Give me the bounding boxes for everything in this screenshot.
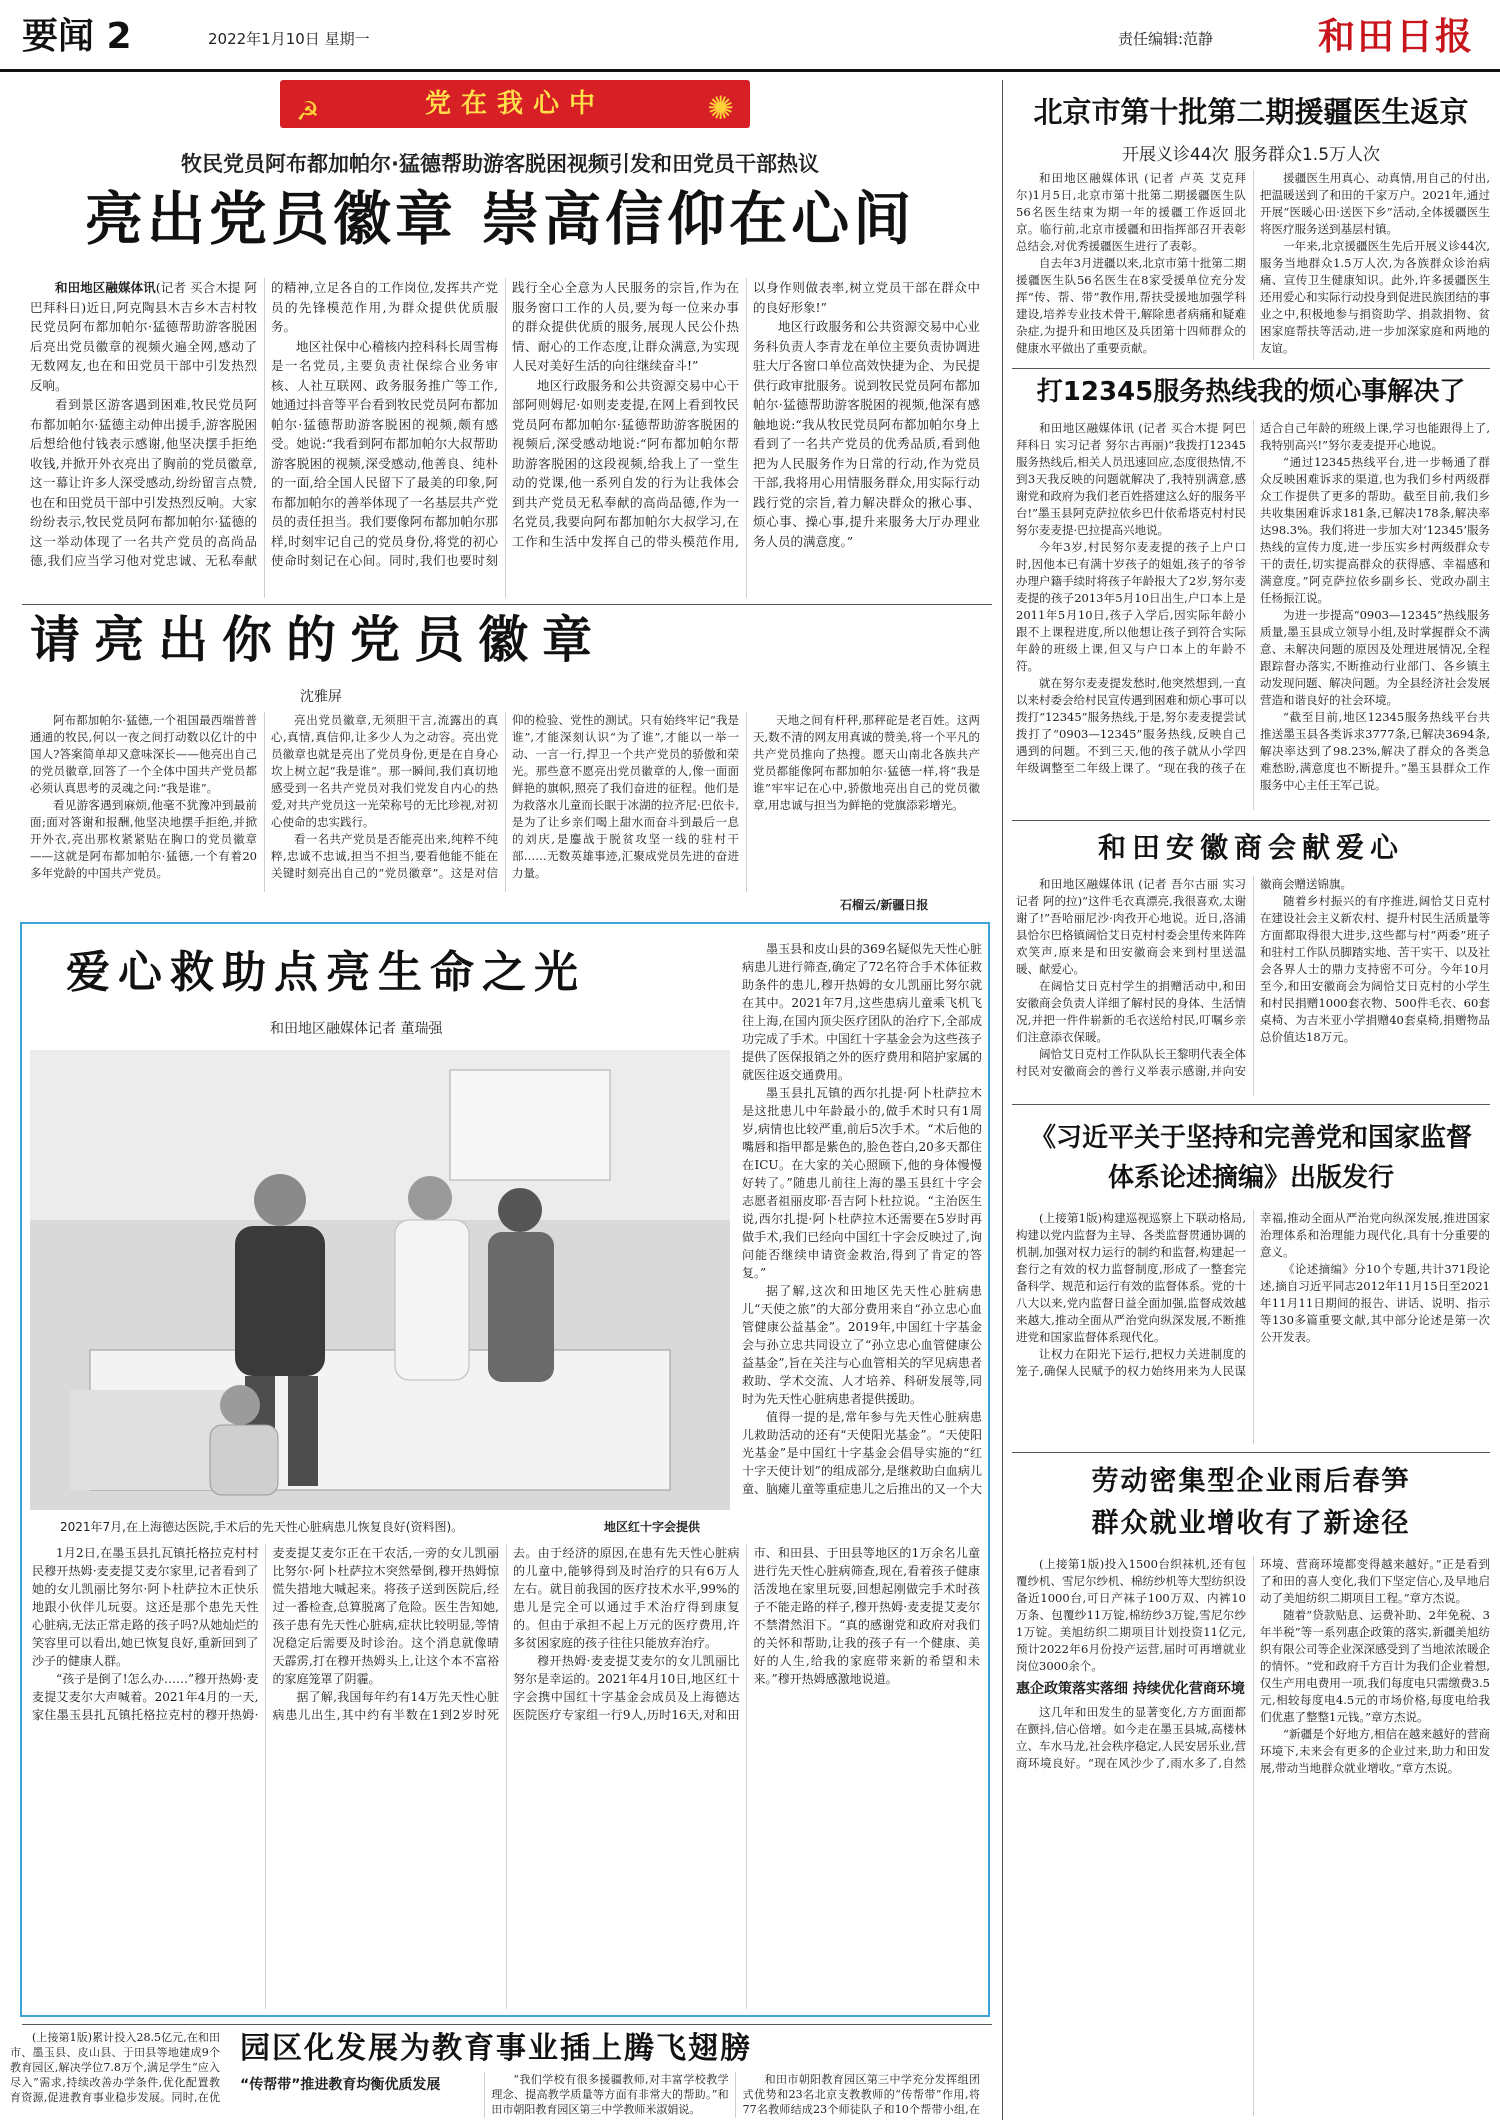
labor-para: “新疆是个好地方,相信在越来越好的营商环境下,未来会有更多的企业过来,助力和田发展,带动当地群众就业增收。”章方杰说。: [1260, 1727, 1490, 1775]
hotline-body: [1016, 420, 1490, 810]
commentary-para: 看一名共产党员是否能亮出来,纯粹不纯粹,忠诚不忠诚,担当不担当,要看他能不能在关键时刻亮出自己的“党员徽章”。这是对信仰的检验、党性的测试。只有始终牢记“我是谁”,才能深刻认识“为了谁”,才能以一举一动、一言一行,捍卫一个共产党员的骄傲和荣光。那些意不愿亮出党员徽章的人,像一面面鲜艳的旗帜,照亮了我们奋进的征程。他们是为救落水儿童而长眠于冰湖的拉齐尼·巴依卡,是为了让乡亲们喝上甜水而奋斗到最后一息的刘庆,是鏖战于脱贫攻坚一线的驻村干部……无数英雄事迹,汇聚成党员先进的奋进力量。: [271, 713, 739, 880]
lead-para: 地区行政服务和公共资源交易中心业务科负责人李青龙在单位主要负责协调进驻大厅各窗口单位高效快捷为企、为民提供行政审批服务。说到牧民党员阿布都加帕尔·猛德帮助游客脱困的视频,他深有感触地说:“我从牧民党员阿布都加帕尔身上看到了一名共产党员的优秀品质,看到他把为人民服务作为日常的行动,作为党员干部,我将用心用情服务群众,用实际行动践行党的宗旨,着力解决群众的揪心事、烦心事、操心事,提升来服务大厅办理业务人员的满意度。”: [753, 319, 980, 549]
column-divider: [1002, 80, 1003, 2120]
fireworks-icon: ✺: [707, 89, 734, 127]
anhui-para: 随着乡村振兴的有序推进,阔恰艾日克村在建设社会主义新农村、提升村民生活质量等方面都取得很大进步,这些都与村“两委”班子和驻村工作队员脚踏实地、苦干实干、以及社会各界人士的鼎力支持密不可分。今年10月至今,和田安徽商会为阔恰艾日克村的小学生和村民捐赠1000套衣物、500件毛衣、60套桌椅、为吉米亚小学捐赠40套桌椅,捐赠物品总价值达18万元。: [1260, 894, 1490, 1044]
lead-kicker: 牧民党员阿布都加帕尔·猛德帮助游客脱困视频引发和田党员干部热议: [181, 152, 819, 176]
feature-photo: [30, 1050, 730, 1510]
anhui-para: 在阔恰艾日克村学生的捐赠活动中,和田安徽商会负责人详细了解村民的身体、生活情况,并把一件件崭新的毛衣送给村民,叮嘱乡亲们注意添衣保暖。: [1016, 979, 1246, 1044]
lead-headline: 亮出党员徽章 崇高信仰在心间: [84, 185, 916, 253]
newspaper-logo: 和田日报: [1318, 14, 1474, 58]
commentary-para: 看见游客遇到麻烦,他毫不犹豫冲到最前面;面对答谢和报酬,他坚决地摆手拒绝,并掀开外衣,亮出那枚紧紧贴在胸口的党员徽章——这就是阿布都加帕尔·猛德,一个有着20多年党龄的中国共产党员。: [30, 798, 257, 880]
labor-para: (上接第1版)投入1500台织袜机,还有包覆纱机、雪尼尔纱机、棉纺纱机等大型纺织设备近1000台,可日产袜子100万双、内裤10万条、包覆纱11万锭,棉纺纱3万锭,雪尼尔纱1万锭。美旭纺织二期项目计划投资11亿元,预计2022年6月份投产运营,届时可再增就业岗位3000余个。: [1016, 1557, 1246, 1673]
book-para: 《论述摘编》分10个专题,共计371段论述,摘自习近平同志2012年11月15日至2021年11月11日期间的报告、讲话、说明、指示等130多篇重要文献,其中部分论述是第一次公开发表。: [1260, 1262, 1490, 1344]
doctors-body: [1016, 170, 1490, 360]
divider: [1012, 820, 1490, 821]
labor-body: [1016, 1556, 1490, 2116]
party-emblem-icon: ☭: [296, 97, 320, 127]
commentary-source: 石榴云/新疆日报: [840, 898, 929, 912]
hotline-headline: 打12345服务热线我的烦心事解决了: [1036, 377, 1466, 407]
edu-lead-body: [10, 2030, 220, 2118]
column-banner: [280, 80, 750, 128]
labor-headline-2: 群众就业增收有了新途径: [1091, 1508, 1411, 1539]
lead-para: 看到景区游客遇到困难,牧民党员阿布都加帕尔·猛德主动伸出援手,游客脱困后想给他付钱表示感谢,他坚决摆手拒绝收钱,并掀开外衣亮出了胸前的党员徽章,这一幕让许多人深受感动,纷纷留言点赞,也在和田党员干部中引发热烈反响。大家纷纷表示,牧民党员阿布都加帕尔·猛德的这一举动体现了一名共产党员的高尚品德,我们应当学习他对党忠诚、无私奉献的精神,立足各自的工作岗位,发挥共产党员的先锋模范作用,为群众提供优质服务。: [30, 280, 498, 568]
hospital-scene-image: [30, 1050, 730, 1510]
labor-headline-1: 劳动密集型企业雨后春笋: [1091, 1466, 1411, 1497]
lead-body: [30, 278, 980, 598]
edu-subhead: “传帮带”推进教育均衡优质发展: [240, 2077, 441, 2093]
lead-para: (记者 买合木提 阿巴拜科日)近日,阿克陶县木吉乡木吉村牧民党员阿布都加帕尔·猛德帮助游客脱困后亮出党员徽章的视频火遍全网,感动了无数网友,也在和田党员干部中引发热烈反响。: [30, 280, 257, 393]
feature-para: 1月2日,在墨玉县扎瓦镇托格拉克村村民穆开热姆·麦麦提艾麦尔家里,记者看到了她的女儿凯丽比努尔·阿卜杜萨拉木正快乐地跟小伙伴儿玩耍。这还是那个患先天性心脏病,无法正常走路的孩子吗?从她灿烂的笑容里可以看出,她已恢复良好,重新回到了沙子的健康人群。: [32, 1546, 259, 1668]
doctors-subheadline: 开展义诊44次 服务群众1.5万人次: [1121, 145, 1381, 165]
edu-body: [240, 2072, 980, 2118]
book-para: (上接第1版)构建巡视巡察上下联动格局,构建以党内监督为主导、各类监督贯通协调的机制,加强对权力运行的制约和监督,构建起一套行之有效的权力监督制度,形成了一整套完备科学、规范和运行有效的监督体系。党的十八大以来,党内监督日益全面加强,监督成效越来越大,推动全面从严治党向纵深发展,不断推进党和国家监督体系现代化。: [1016, 1211, 1246, 1344]
divider: [1012, 1104, 1490, 1105]
doctors-para: 自去年3月进疆以来,北京市第十批第二期援疆医生队56名医生在8家受援单位充分发挥“传、帮、带”教作用,帮扶受援地加强学科建设,培养专业技术骨干,解除患者病痛和疑难杂症,为提升和田地区及兵团第十四师群众的健康水平做出了重要贡献。: [1016, 256, 1246, 355]
labor-para: 随着“贷款贴息、运费补助、2年免税、3年半税”等一系列惠企政策的落实,新疆美旭纺织有限公司等企业深深感受到了当地浓浓暖企的情怀。“党和政府千方百计为我们企业着想,仅生产用电费用一项,我们每度电只需缴费3.5元,相较每度电4.5元的市场价格,每度电给我们优惠了整整1元钱。”章方杰说。: [1260, 1608, 1490, 1724]
lead-para: 地区行政服务和公共资源交易中心干部阿则姆尼·如则麦麦提,在网上看到牧民党员阿布都加帕尔·猛德帮助游客脱困的视频后,深受感动地说:“阿布都加帕尔帮助游客脱困的这段视频,给我上了一堂生动的党课,他一系列自发的行为让我体会到共产党员无私奉献的高尚品德,作为一名党员,我要向阿布都加帕尔大叔学习,在工作和生活中发挥自己的带头模范作用,以身作则做表率,树立党员干部在群众中的良好形象!”: [512, 280, 980, 549]
feature-photo-caption: 2021年7月,在上海德达医院,手术后的先天性心脏病患儿恢复良好(资料图)。: [60, 1520, 464, 1534]
book-para: 让权力在阳光下运行,把权力关进制度的笼子,确保人民赋予的权力始终用来为人民谋幸福,推动全面从严治党向纵深发展,推进国家治理体系和治理能力现代化,具有十分重要的意义。: [1016, 1211, 1490, 1378]
anhui-para: 和田地区融媒体讯 (记者 吾尔古丽 实习记者 阿的拉)“这件毛衣真漂亮,我很喜欢,太谢谢了!”吾哈丽尼沙·肉孜开心地说。近日,洛浦县恰尔巴格镇阔恰艾日克村村委会里传来阵阵欢笑声,原来是和田安徽商会来到村里送温暖、献爱心。: [1016, 877, 1246, 976]
commentary-body: [30, 712, 980, 892]
hotline-para: 和田地区融媒体讯 (记者 买合木提 阿巴拜科日 实习记者 努尔古再丽)“我拨打12345服务热线后,相关人员迅速回应,态度很热情,不到3天我反映的问题就解决了,我特别满意,感谢党和政府为我们老百姓搭建这么好的服务平台!”墨玉县阿克萨拉依乡巴什依希塔克村村民努尔麦麦提·巴拉提高兴地说。: [1016, 421, 1246, 537]
feature-byline: 和田地区融媒体记者 董瑞强: [270, 1021, 443, 1037]
hotline-para: 为进一步提高“0903—12345”热线服务质量,墨玉县成立领导小组,及时掌握群众不满意、未解决问题的原因及处理进展情况,全程跟踪督办落实,不断推动行业部门、各乡镇主动发现问题、解决问题。为全县经济社会发展营造和谐良好的社会环境。: [1260, 608, 1490, 707]
divider: [22, 604, 992, 605]
feature-para: 值得一提的是,常年参与先天性心脏病患儿救助活动的还有“天使阳光基金”。“天使阳光基金”是中国红十字基金会倡导实施的“红十字天使计划”的组成部分,是继救助白血病儿童、脑瘫儿童等重症患儿之后推出的又一个大: [742, 1410, 982, 1496]
doctors-para: 援疆医生用真心、动真情,用自己的付出,把温暖送到了和田的千家万户。2021年,通过开展“医暖心田·送医下乡”活动,全体援疆医生将医疗服务送到基层村镇。: [1260, 171, 1490, 236]
edu-para: (上接第1版)累计投入28.5亿元,在和田市、墨玉县、皮山县、于田县等地建成9个教育园区,解决学位7.8万个,满足学生“应入尽入”需求,持续改善办学条件,优化配置教育资源,促进教育事业稳步发展。同时,在优: [10, 2031, 220, 2104]
lead-byline: 和田地区融媒体讯: [55, 280, 156, 295]
hotline-para: “通过12345热线平台,进一步畅通了群众反映困难诉求的渠道,也为我们乡村两级群众工作提供了更多的帮助。截至目前,我们乡共收集困难诉求181条,已解决178条,解决率达98.3%。我们将进一步加大对‘12345’服务热线的宣传力度,进一步压实乡村两级群众专干的责任,切实提高群众的获得感、幸福感和满意度。”阿克萨拉依乡副乡长、党政办副主任杨振江说。: [1260, 455, 1490, 605]
doctors-headline: 北京市第十批第二期援疆医生返京: [1033, 95, 1469, 129]
lead-para: 地区社保中心稽核内控科科长周雪梅是一名党员,主要负责社保综合业务审核、人社互联网、政务服务推广等工作,她通过抖音等平台看到牧民党员阿布都加帕尔·猛德帮助游客脱困的视频,颇有感受。她说:“我看到阿布都加帕尔大叔帮助游客脱困的视频,深受感动,他善良、纯朴的一面,给全国人民留下了最美的印象,阿布都加帕尔的善举体现了一名基层共产党员的责任担当。我们要像阿布都加帕尔那样,时刻牢记自己的党员身份,将党的初心使命时刻记在心间。同时,我们也要时刻践行全心全意为人民服务的宗旨,作为在服务窗口工作的人员,要为每一位来办事的群众提供优质的服务,展现人民公仆热情、耐心的工作态度,让群众满意,为实现人民对美好生活的向往继续奋斗!”: [271, 280, 739, 568]
anhui-body: [1016, 876, 1490, 1096]
edu-para: “我们学校有很多援疆教师,对丰富学校教学理念、提高教学质量等方面有非常大的帮助。”和田市朝阳教育园区第三中学教师米淑娟说。: [491, 2073, 729, 2116]
feature-para: 墨玉县扎瓦镇的西尔扎提·阿卜杜萨拉木是这批患儿中年龄最小的,做手术时只有1周岁,病情也比较严重,前后5次手术。“术后他的嘴唇和指甲都是紫色的,脸色苍白,20多天都住在ICU。在大家的关心照顾下,他的身体慢慢好转了。”随患儿前往上海的墨玉县红十字会志愿者祖丽皮耶·吾吉阿卜杜拉说。“主治医生说,西尔扎提·阿卜杜萨拉木还需要在5岁时再做手术,我们已经向中国红十字会反映过了,询问能否继续申请资金救治,得到了肯定的答复。”: [742, 1086, 982, 1280]
hotline-para: 今年3岁,村民努尔麦麦提的孩子上户口时,因他本已有满十岁孩子的姐姐,孩子的爷爷办理户籍手续时将孩子年龄报大了2岁,努尔麦麦提的孩子2013年5月10日出生,户口本上是2011年5月10日,孩子入学后,因实际年龄小跟不上课程进度,所以他想让孩子到符合实际年龄的班级上课,但又与户口本上的年龄不符。: [1016, 540, 1246, 673]
edu-para: 和田市朝阳教育园区第三中学充分发挥组团式优势和23名北京支教教师的“传帮带”作用,将77名教师结成23个师徒队子和10个帮带小组,在: [742, 2073, 980, 2116]
feature-para: 据了解,我国每年约有14万先天性心脏病患儿出生,其中约有半数在1到2岁时死去。由于经济的原因,在患有先天性心脏病的儿童中,能够得到及时治疗的只有6万人左右。就目前我国的医疗技术水平,99%的患儿是完全可以通过手术治疗得到康复的。但由于承担不起上万元的医疗费用,许多贫困家庭的孩子往往只能放弃治疗。: [272, 1546, 740, 1722]
feature-para: “孩子是倒了!怎么办……”穆开热姆·麦麦提艾麦尔大声喊着。2021年4月的一天,家住墨玉县扎瓦镇托格拉克村的穆开热姆·麦麦提艾麦尔正在干农活,一旁的女儿凯丽比努尔·阿卜杜萨拉木突然晕倒,穆开热姆惊慌失措地大喊起来。将孩子送到医院后,经过一番检查,总算脱离了危险。医生告知她,孩子患有先天性心脏病,症状比较明显,等情况稳定后需要及时诊治。这个消息就像晴天霹雳,打在穆开热姆头上,让这个本不富裕的家庭笼罩了阴霾。: [32, 1546, 499, 1722]
divider: [1012, 368, 1490, 369]
section-title: 要闻 2: [22, 16, 132, 57]
commentary-para: 阿布都加帕尔·猛德,一个祖国最西端普普通通的牧民,何以一夜之间打动数以亿计的中国人?答案简单却又意味深长——他亮出自己的党员徽章,回答了一个全体中国共产党员都必须认真思考的灵魂之问:“我是谁”。: [30, 713, 257, 795]
anhui-headline: 和田安徽商会献爱心: [1097, 831, 1404, 864]
page-masthead: [0, 0, 1500, 72]
book-body: [1016, 1210, 1490, 1444]
commentary-author: 沈雅屏: [300, 689, 342, 705]
book-headline: 《习近平关于坚持和完善党和国家监督体系论述摘编》出版发行: [1030, 1123, 1473, 1193]
responsible-editor: 责任编辑:范静: [1118, 30, 1214, 48]
feature-bottom-body: [32, 1544, 980, 2009]
feature-headline: 爱心救助点亮生命之光: [66, 947, 586, 998]
commentary-para: 亮出党员徽章,无须胆干言,流露出的真心,真情,真信仰,让多少人为之动容。亮出党员徽章也就是亮出了党员身份,更是在自身心坎上树立起“我是谁”。那一瞬间,我们真切地感受到一名共产党员对我们党发自内心的热爱,对共产党员这一光荣称号的无比珍视,对初心使命的忠实践行。: [271, 713, 498, 829]
feature-photo-credit: 地区红十字会提供: [604, 1520, 701, 1534]
commentary-headline: 请亮出你的党员徽章: [30, 611, 606, 669]
feature-para: 墨玉县和皮山县的369名疑似先天性心脏病患儿进行筛查,确定了72名符合手术体征救助条件的患儿,穆开热姆的女儿凯丽比努尔就在其中。2021年7月,这些患病儿童乘飞机飞往上海,在国内顶尖医疗团队的治疗下,全部成功完成了手术。中国红十字基金会为这些孩子提供了医保报销之外的医疗费用和陪护家属的就医往返交通费用。: [742, 942, 982, 1082]
divider: [1012, 1452, 1490, 1453]
commentary-para: 天地之间有杆秤,那秤砣是老百姓。这两天,数不清的网友用真诚的赞美,将一个平凡的共产党员推向了热搜。愿天山南北各族共产党员都能像阿布都加帕尔·猛德一样,将“我是谁”牢牢记在心中,骄傲地亮出自己的党员徽章,用忠诚与担当为鲜艳的党旗添彩增光。: [753, 713, 980, 812]
banner-text: 党在我心中: [424, 89, 605, 119]
divider: [22, 2024, 992, 2025]
issue-date: 2022年1月10日 星期一: [208, 30, 370, 48]
doctors-para: 一年来,北京援疆医生先后开展义诊44次,服务当地群众1.5万人次,为各族群众诊治病痛、宣传卫生健康知识。此外,许多援疆医生还用爱心和实际行动投身到促进民族团结的事业之中,积极地参与捐资助学、捐款捐物、贫困家庭帮扶等活动,进一步加深家庭和两地的友谊。: [1260, 239, 1490, 355]
feature-para: 据了解,这次和田地区先天性心脏病患儿“天使之旅”的大部分费用来自“孙立忠心血管健康公益基金”。2019年,中国红十字基金会与孙立忠共同设立了“孙立忠心血管健康公益基金”,旨在关注与心血管相关的罕见病患者救助、学术交流、人才培养、科研发展等,同时为先天性心脏病患者提供援助。: [742, 1284, 982, 1406]
feature-para: 穆开热姆·麦麦提艾麦尔的女儿凯丽比努尔是幸运的。2021年4月10日,地区红十字会携中国红十字基金会成员及上海德达医院医疗专家组一行9人,历时16天,对和田市、和田县、于田县等地区的1万余名儿童进行先天性心脏病筛查,现在,看着孩子健康活泼地在家里玩耍,回想起刚做完手术时孩子不能走路的样子,穆开热姆·麦麦提艾麦尔不禁潸然泪下。“真的感谢党和政府对我们的关怀和帮助,让我的孩子有一个健康、美好的人生,给我的家庭带来新的希望和未来。”穆开热姆感激地说道。: [513, 1546, 980, 1722]
hotline-para: 就在努尔麦麦提发愁时,他突然想到,一直以来村委会给村民宣传遇到困难和烦心事可以拨打“12345”服务热线,于是,努尔麦麦提尝试拨打了“0903—12345”服务热线,反映自己遇到的问题。不到三天,他的孩子就从小学四年级调整至二年级上课了。“现在我的孩子在适合自己年龄的班级上课,学习也能跟得上了,我特别高兴!”努尔麦麦提开心地说。: [1016, 421, 1490, 775]
labor-para: 这几年和田发生的显著变化,方方面面都在颤抖,信心倍增。如今走在墨玉县城,高楼林立、车水马龙,社会秩序稳定,人民安居乐业,营商环境良好。“现在风沙少了,雨水多了,自然环境、营商环境都变得越来越好。”正是看到了和田的喜人变化,我们下坚定信心,及早地启动了美旭纺织二期项目工程。”章方杰说。: [1016, 1557, 1490, 1770]
labor-subhead: 惠企政策落实落细 持续优化营商环境: [1016, 1681, 1245, 1697]
anhui-para: 阔恰艾日克村工作队队长王黎明代表全体村民对安徽商会的善行义举表示感谢,并向安徽商会赠送锦旗。: [1016, 877, 1352, 1078]
edu-headline: 园区化发展为教育事业插上腾飞翅膀: [240, 2031, 752, 2066]
doctors-para: 和田地区融媒体讯 (记者 卢英 艾克拜尔)1月5日,北京市第十批第二期援疆医生队56名医生结束为期一年的援疆工作返回北京。临行前,北京市援疆和田指挥部召开表彰总结会,对优秀援疆医生进行了表彰。: [1016, 171, 1246, 253]
feature-right-body: [742, 940, 982, 1510]
hotline-para: “截至目前,地区12345服务热线平台共推送墨玉县各类诉求3777条,已解决3694条,解决率达到了98.23%,解决了群众的各类急难愁盼,满意度也不断提升。”墨玉县群众工作服务中心主任王军己说。: [1260, 710, 1490, 792]
